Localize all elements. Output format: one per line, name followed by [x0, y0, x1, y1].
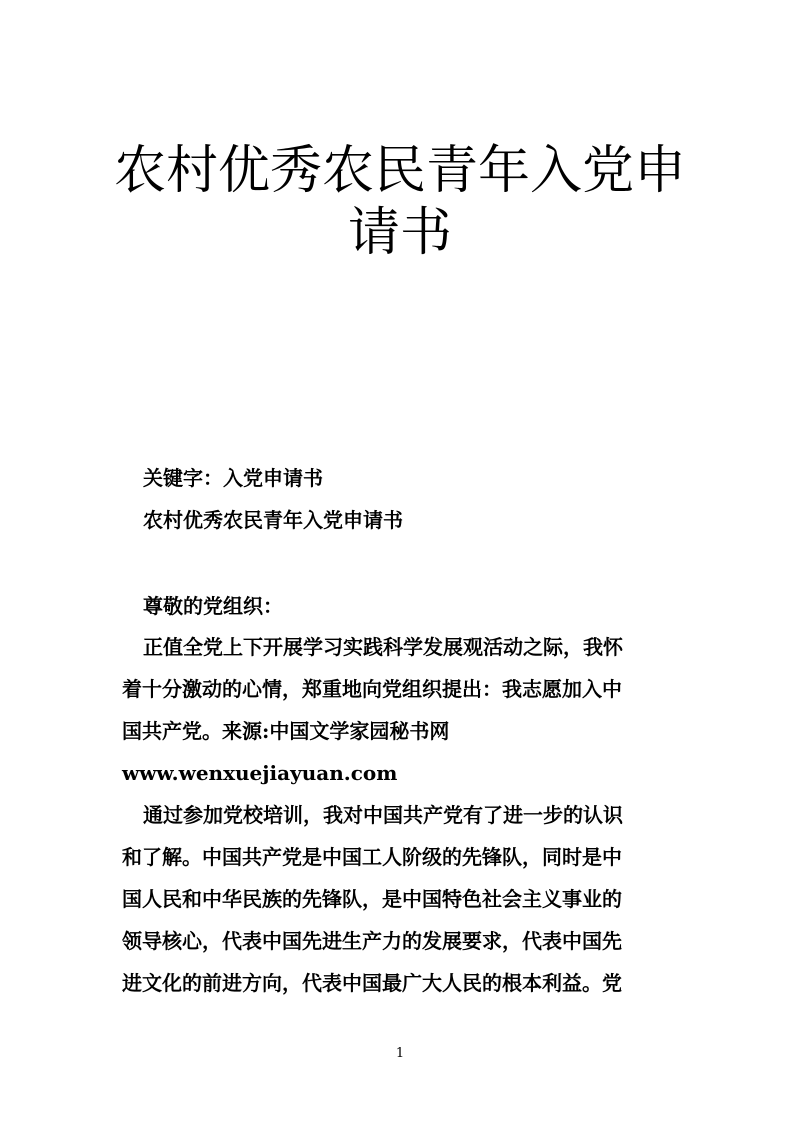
document-title [110, 140, 690, 264]
body-line: 正值全党上下开展学习实践科学发展观活动之际，我怀 [143, 635, 623, 659]
source-url: www.wenxuejiayuan.com [122, 761, 398, 785]
body-line: 领导核心，代表中国先进生产力的发展要求，代表中国先 [122, 929, 622, 953]
salutation: 尊敬的党组织： [143, 594, 283, 618]
body-line: 着十分激动的心情，郑重地向党组织提出：我志愿加入中 [122, 677, 622, 701]
keywords-line: 关键字：入党申请书 [143, 466, 323, 490]
body-line: 国人民和中华民族的先锋队，是中国特色社会主义事业的 [122, 887, 622, 911]
body-line: 和了解。中国共产党是中国工人阶级的先锋队，同时是中 [122, 845, 622, 869]
body-line: 进文化的前进方向，代表中国最广大人民的根本利益。党 [122, 971, 622, 995]
title-line-2: 请书 [347, 203, 452, 263]
body-line: 国共产党。来源:中国文学家园秘书网 [122, 719, 450, 743]
body-line: 通过参加党校培训，我对中国共产党有了进一步的认识 [143, 803, 623, 827]
title-line-1: 农村优秀农民青年入党申 [113, 141, 686, 201]
page-number: 1 [395, 1046, 405, 1061]
subtitle-line: 农村优秀农民青年入党申请书 [143, 508, 403, 532]
